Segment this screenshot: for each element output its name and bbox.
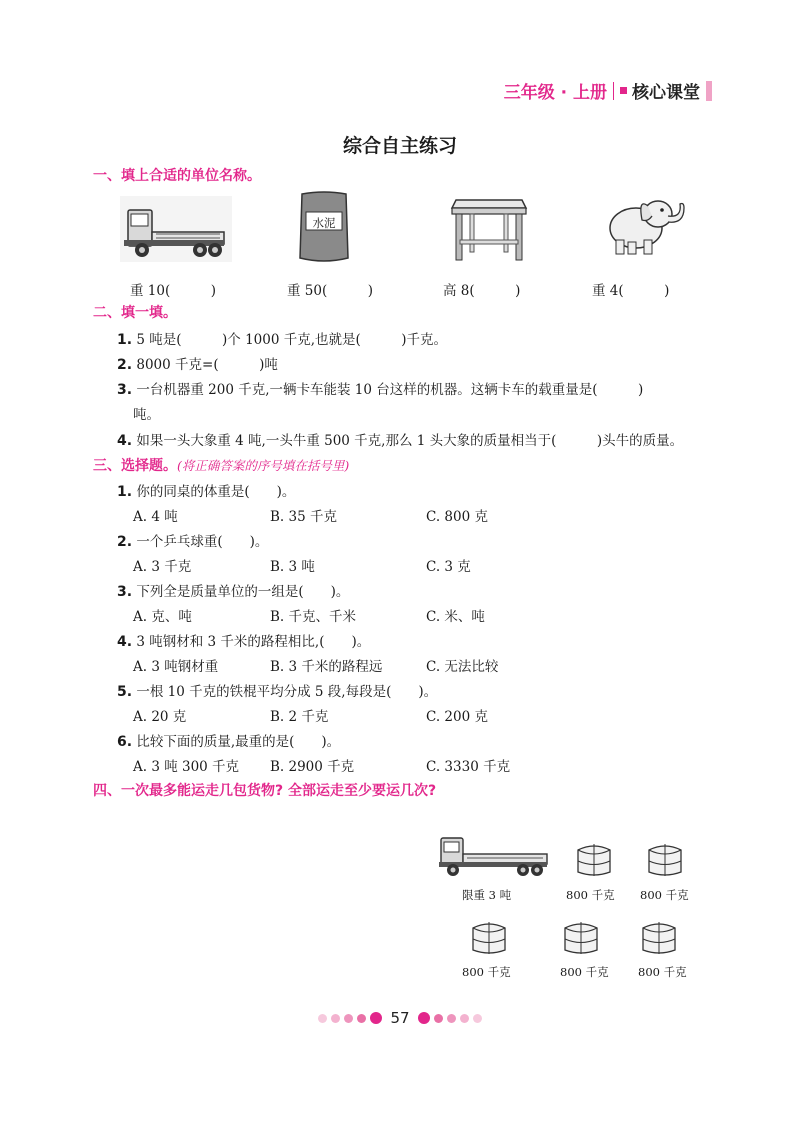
question-number: 1. <box>117 484 133 500</box>
option-c: C. 3 克 <box>426 559 471 575</box>
section-1-heading: 一、填上合适的单位名称。 <box>93 168 261 184</box>
option-c: C. 3330 千克 <box>426 759 511 775</box>
question-number: 4. <box>117 634 133 650</box>
option-a: A. 4 吨 <box>133 509 178 525</box>
book-label: 核心课堂 <box>632 83 700 103</box>
question-text: 一根 10 千克的铁棍平均分成 5 段,每段是( )。 <box>136 684 438 700</box>
page-title: 综合自主练习 <box>342 135 457 157</box>
page-header <box>504 78 712 103</box>
package-label: 800 千克 <box>462 965 511 979</box>
package-label: 800 千克 <box>560 965 609 979</box>
question-text: 下列全是质量单位的一组是( )。 <box>136 584 350 600</box>
cement-bag-label: 水泥 <box>312 216 336 230</box>
option-a: A. 3 千克 <box>133 559 192 575</box>
truck-limit-label: 限重 3 吨 <box>462 888 512 902</box>
option-c: C. 米、吨 <box>426 609 485 625</box>
question-number: 1. <box>117 332 133 348</box>
option-a: A. 3 吨 300 千克 <box>133 759 240 775</box>
question-text: 如果一头大象重 4 吨,一头牛重 500 千克,那么 1 头大象的质量相当于( )头牛的质量。 <box>136 433 684 449</box>
small-truck-image <box>437 832 551 880</box>
package-icon <box>645 840 685 878</box>
option-b: B. 2 千克 <box>270 709 329 725</box>
section-3-title: 三、选择题。 <box>93 458 177 474</box>
caption-elephant: 重 4( ) <box>592 283 670 299</box>
footer-dot <box>357 1014 366 1023</box>
header-square-icon <box>620 87 627 94</box>
s2-question-4 <box>117 429 683 449</box>
option-c: C. 无法比较 <box>426 659 499 675</box>
question-number: 6. <box>117 734 133 750</box>
option-a: A. 3 吨钢材重 <box>133 659 219 675</box>
mc-question-5 <box>117 680 437 700</box>
footer-dot <box>473 1014 482 1023</box>
question-text: 比较下面的质量,最重的是( )。 <box>136 734 341 750</box>
option-c: C. 200 克 <box>426 709 488 725</box>
package-icon <box>469 918 509 956</box>
page-footer <box>0 1009 800 1027</box>
header-bar <box>706 81 712 101</box>
s2-question-3-continued: 吨。 <box>133 407 160 423</box>
package-label: 800 千克 <box>640 888 689 902</box>
option-a: A. 克、吨 <box>133 609 192 625</box>
question-number: 2. <box>117 534 133 550</box>
option-b: B. 3 千米的路程远 <box>270 659 383 675</box>
mc-question-6 <box>117 730 340 750</box>
section-4-heading: 四、一次最多能运走几包货物? 全部运走至少要运几次? <box>93 783 437 799</box>
footer-dot <box>370 1012 382 1024</box>
elephant-image <box>598 192 688 262</box>
caption-table: 高 8( ) <box>443 283 521 299</box>
option-c: C. 800 克 <box>426 509 488 525</box>
package-icon <box>639 918 679 956</box>
header-divider <box>613 82 614 100</box>
question-text: 一台机器重 200 千克,一辆卡车能装 10 台这样的机器。这辆卡车的载重量是( ) <box>136 382 644 398</box>
mc-question-2 <box>117 530 268 550</box>
mc-question-3 <box>117 580 349 600</box>
truck-image <box>120 196 232 262</box>
footer-dot <box>434 1014 443 1023</box>
footer-dot <box>460 1014 469 1023</box>
question-text: 8000 千克=( )吨 <box>136 357 278 373</box>
option-a: A. 20 克 <box>133 709 187 725</box>
caption-truck: 重 10( ) <box>130 283 217 299</box>
page-number: 57 <box>390 1009 410 1027</box>
question-number: 3. <box>117 584 133 600</box>
package-icon <box>561 918 601 956</box>
footer-dot <box>418 1012 430 1024</box>
section-3-note: (将正确答案的序号填在括号里) <box>177 458 350 473</box>
s2-question-1 <box>117 328 447 348</box>
option-b: B. 3 吨 <box>270 559 315 575</box>
mc-question-4 <box>117 630 370 650</box>
question-number: 5. <box>117 684 133 700</box>
s2-question-2 <box>117 353 278 373</box>
caption-cement: 重 50( ) <box>287 283 374 299</box>
question-text: 一个乒乓球重( )。 <box>136 534 269 550</box>
table-image <box>450 192 528 264</box>
question-text: 你的同桌的体重是( )。 <box>136 484 296 500</box>
section-3-heading <box>93 455 349 475</box>
footer-dot <box>447 1014 456 1023</box>
question-number: 3. <box>117 382 133 398</box>
option-b: B. 35 千克 <box>270 509 337 525</box>
mc-question-1 <box>117 480 295 500</box>
footer-dot <box>344 1014 353 1023</box>
grade-label: 三年级 · 上册 <box>503 83 607 103</box>
question-number: 2. <box>117 357 133 373</box>
package-label: 800 千克 <box>566 888 615 902</box>
footer-dot <box>331 1014 340 1023</box>
question-text: 3 吨钢材和 3 千米的路程相比,( )。 <box>136 634 371 650</box>
option-b: B. 千克、千米 <box>270 609 357 625</box>
s2-question-3 <box>117 378 643 398</box>
footer-dot <box>318 1014 327 1023</box>
package-label: 800 千克 <box>638 965 687 979</box>
package-icon <box>574 840 614 878</box>
question-number: 4. <box>117 433 133 449</box>
section-2-heading: 二、填一填。 <box>93 305 177 321</box>
option-b: B. 2900 千克 <box>270 759 355 775</box>
question-text: 5 吨是( )个 1000 千克,也就是( )千克。 <box>136 332 448 348</box>
